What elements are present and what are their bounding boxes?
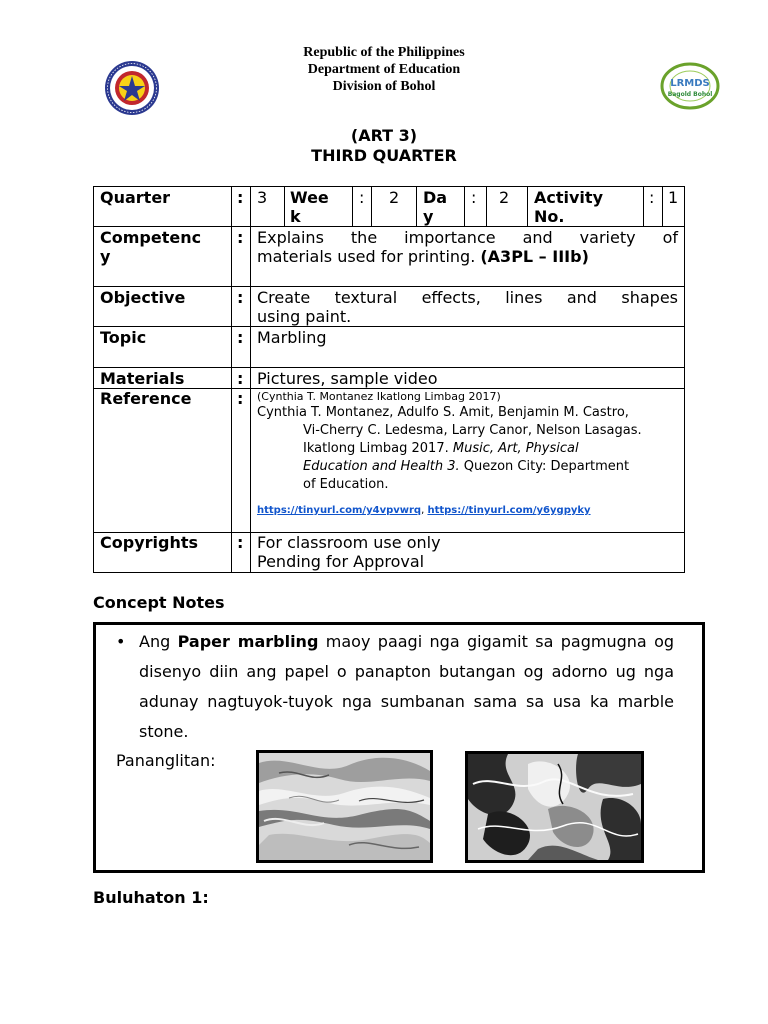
bullet-icon: • <box>116 632 126 651</box>
quarter-value: 3 <box>257 188 268 207</box>
copyrights-line-1: For classroom use only <box>257 533 441 552</box>
concept-term: Paper marbling <box>177 632 319 651</box>
quarter-title: THIRD QUARTER <box>311 146 457 165</box>
svg-text:Bagold Bohol: Bagold Bohol <box>667 91 713 98</box>
materials-value: Pictures, sample video <box>257 369 438 388</box>
svg-text:LRMDS: LRMDS <box>670 78 710 89</box>
reference-line-3: Ikatlong Limbag 2017. Music, Art, Physical <box>303 441 579 456</box>
copyrights-line-2: Pending for Approval <box>257 552 425 571</box>
objective-line-2: using paint. <box>257 307 352 326</box>
reference-line-5: of Education. <box>303 477 389 492</box>
week-label-1: Wee <box>290 188 329 207</box>
copyrights-colon: : <box>237 533 244 552</box>
subject-title: (ART 3) <box>350 126 418 145</box>
day-label-1: Da <box>423 188 448 207</box>
activity-colon: : <box>649 188 655 207</box>
day-label-2: y <box>423 207 434 226</box>
activity-heading: Buluhaton 1: <box>93 888 209 907</box>
topic-colon: : <box>237 328 244 347</box>
materials-label: Materials <box>100 369 185 388</box>
copyrights-label: Copyrights <box>100 533 199 552</box>
competency-line-2: materials used for printing. (A3PL – IIIb) <box>257 247 589 266</box>
objective-colon: : <box>237 288 244 307</box>
week-label-2: k <box>290 207 301 226</box>
competency-colon: : <box>237 228 244 247</box>
quarter-colon: : <box>237 188 244 207</box>
week-colon: : <box>359 188 365 207</box>
header-department: Department of Education <box>307 62 461 77</box>
reference-links: https://tinyurl.com/y4vpvwrq, https://tinyurl.com/y6ygpyky <box>257 505 591 516</box>
marbling-image-1 <box>256 750 433 863</box>
reference-link-2[interactable]: https://tinyurl.com/y6ygpyky <box>427 505 591 516</box>
concept-text: Ang Paper marbling maoy paagi nga gigamit sa pagmugna og disenyo diin ang papel o panapton butangan og adorno ug nga adunay nagtuyok-tuyok nga sumbanan sama sa usa ka marble stone. <box>139 632 675 741</box>
reference-line-4: Education and Health 3. Quezon City: Department <box>303 459 630 474</box>
day-value: 2 <box>499 188 510 207</box>
example-label: Pananglitan: <box>116 751 216 770</box>
reference-short: (Cynthia T. Montanez Ikatlong Limbag 2017) <box>257 390 501 403</box>
activity-value: 1 <box>668 188 679 207</box>
quarter-label: Quarter <box>100 188 171 207</box>
topic-label: Topic <box>100 328 147 347</box>
objective-line-1: Create textural effects, lines and shapes <box>257 288 678 307</box>
reference-line-1: Cynthia T. Montanez, Adulfo S. Amit, Benjamin M. Castro, <box>257 405 629 420</box>
reference-link-1[interactable]: https://tinyurl.com/y4vpvwrq <box>257 505 422 516</box>
concept-notes-heading: Concept Notes <box>93 593 225 612</box>
competency-label-2: y <box>100 247 111 266</box>
materials-colon: : <box>237 369 244 388</box>
header-republic: Republic of the Philippines <box>303 45 465 60</box>
marbling-image-2 <box>465 751 644 863</box>
day-colon: : <box>471 188 477 207</box>
objective-label: Objective <box>100 288 186 307</box>
week-value: 2 <box>389 188 400 207</box>
reference-line-2: Vi-Cherry C. Ledesma, Larry Canor, Nelson Lasagas. <box>303 423 642 438</box>
activity-label-1: Activity <box>534 188 603 207</box>
competency-label-1: Competenc <box>100 228 202 247</box>
header-division: Division of Bohol <box>332 79 436 94</box>
activity-label-2: No. <box>534 207 565 226</box>
topic-value: Marbling <box>257 328 327 347</box>
competency-code: (A3PL – IIIb) <box>480 247 589 266</box>
reference-colon: : <box>237 389 244 408</box>
reference-label: Reference <box>100 389 192 408</box>
competency-line-1: Explains the importance and variety of <box>257 228 678 247</box>
